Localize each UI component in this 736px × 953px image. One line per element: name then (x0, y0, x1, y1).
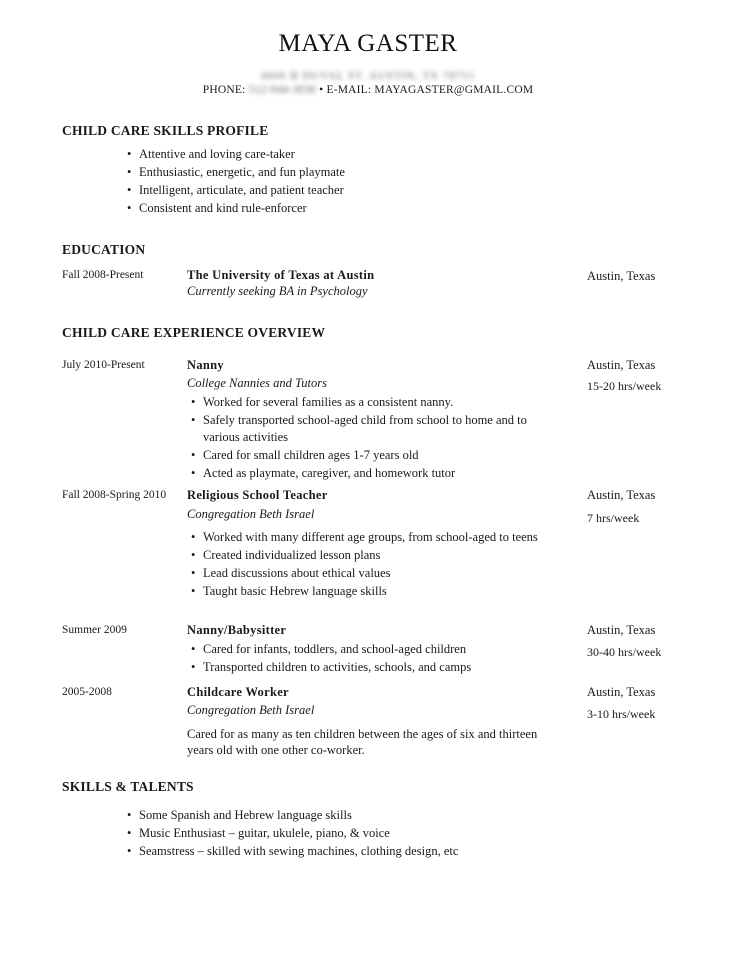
list-item: • Cared for infants, toddlers, and school-aged children (191, 641, 571, 658)
job-description: Cared for as many as ten children between the ages of six and thirteen years old with one other co-worker. (187, 727, 538, 757)
job-org: Congregation Beth Israel (187, 703, 315, 717)
job-bullets (191, 641, 571, 677)
list-item: • Transported children to activities, schools, and camps (191, 659, 571, 676)
job-role: Religious School Teacher (187, 488, 328, 502)
email-address[interactable]: MAYAGASTER@GMAIL.COM (374, 84, 534, 96)
list-item: • Worked with many different age groups, from school-aged to teens (191, 529, 553, 546)
contact-line (0, 84, 736, 96)
list-item: • Enthusiastic, energetic, and fun playmate (127, 163, 345, 181)
list-item: • Consistent and kind rule-enforcer (127, 199, 345, 217)
job-hours: 7 hrs/week (587, 511, 640, 525)
job-bullets (191, 394, 571, 483)
job-hours: 3-10 hrs/week (587, 707, 656, 721)
list-item: • Attentive and loving care-taker (127, 145, 345, 163)
phone-label: PHONE: (202, 84, 246, 96)
education-date: Fall 2008-Present (62, 269, 144, 281)
list-item: • Lead discussions about ethical values (191, 565, 571, 582)
list-item: • Intelligent, articulate, and patient teacher (127, 181, 345, 199)
skills-list (127, 806, 458, 860)
list-item: • Taught basic Hebrew language skills (191, 583, 571, 600)
list-item: • Cared for small children ages 1-7 years old (191, 447, 571, 464)
job-location: Austin, Texas (587, 358, 656, 372)
list-item: • Seamstress – skilled with sewing machines, clothing design, etc (127, 842, 458, 860)
address-line (0, 70, 736, 82)
job-org: Congregation Beth Israel (187, 507, 315, 521)
job-hours: 30-40 hrs/week (587, 645, 662, 659)
candidate-name: MAYA GASTER (278, 30, 458, 57)
job-role: Childcare Worker (187, 685, 289, 699)
list-item: • Worked for several families as a consistent nanny. (191, 394, 571, 411)
job-date: Summer 2009 (62, 624, 127, 636)
list-item: • Some Spanish and Hebrew language skills (127, 806, 458, 824)
job-date: 2005-2008 (62, 686, 112, 698)
list-item: • Safely transported school-aged child from school to home and to various activities (191, 412, 563, 446)
job-org: College Nannies and Tutors (187, 376, 327, 390)
education-school: The University of Texas at Austin (187, 268, 375, 282)
list-item: • Acted as playmate, caregiver, and homework tutor (191, 465, 571, 482)
education-location: Austin, Texas (587, 269, 656, 283)
email-label: • E-MAIL: (319, 84, 372, 96)
job-bullets (191, 529, 571, 601)
address-blurred: 4606 B DUVAL ST. AUSTIN, TX 78751 (260, 70, 476, 82)
phone-number: 512-944-3030 (248, 84, 317, 96)
list-item: • Music Enthusiast – guitar, ukulele, piano, & voice (127, 824, 458, 842)
job-role: Nanny (187, 358, 224, 372)
list-item: • Created individualized lesson plans (191, 547, 571, 564)
job-date: July 2010-Present (62, 359, 145, 371)
job-location: Austin, Texas (587, 488, 656, 502)
job-location: Austin, Texas (587, 685, 656, 699)
profile-list (127, 145, 345, 217)
section-title-experience: CHILD CARE EXPERIENCE OVERVIEW (62, 325, 326, 340)
section-title-skills: SKILLS & TALENTS (62, 779, 194, 794)
section-title-education: EDUCATION (62, 242, 146, 257)
job-date: Fall 2008-Spring 2010 (62, 489, 167, 501)
education-degree: Currently seeking BA in Psychology (187, 284, 368, 298)
job-hours: 15-20 hrs/week (587, 379, 662, 393)
job-role: Nanny/Babysitter (187, 623, 287, 637)
section-title-profile: CHILD CARE SKILLS PROFILE (62, 123, 269, 138)
job-location: Austin, Texas (587, 623, 656, 637)
